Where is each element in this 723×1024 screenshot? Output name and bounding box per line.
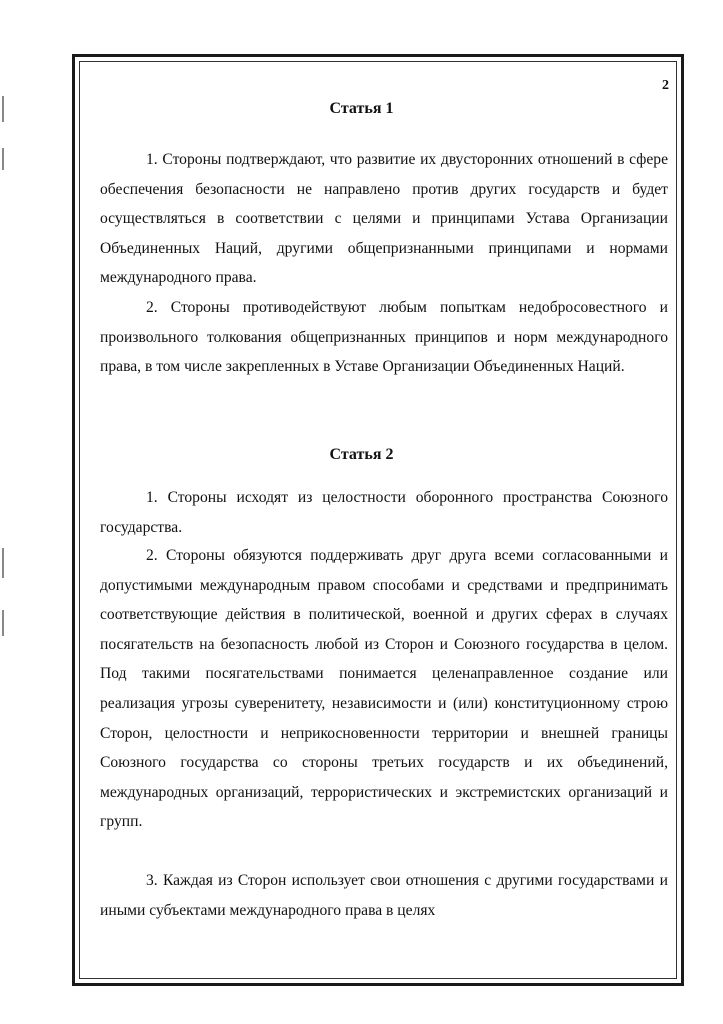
scan-edge-mark xyxy=(2,148,4,170)
page-number: 2 xyxy=(662,78,669,93)
article-1-paragraph-1: 1. Стороны подтверждают, что развитие их двусторонних отношений в сфере обеспечения безопасности не направлено против других государств и будет осуществляться в соответствии с целями и принципами Устава Организации Объединенных Наций, другими общепризнанными принципами и нормами международного права. xyxy=(100,151,668,287)
article-1-heading: Статья 1 xyxy=(329,100,394,117)
scan-edge-mark xyxy=(2,610,4,636)
article-2-paragraph-1: 1. Стороны исходят из целостности оборонного пространства Союзного государства. xyxy=(100,489,668,536)
article-1-paragraph-2: 2. Стороны противодействуют любым попыткам недобросовестного и произвольного толкования общепризнанных принципов и норм международного права, в том числе закрепленных в Уставе Организации Объединенных Наций. xyxy=(100,299,668,376)
article-2-paragraph-3: 3. Каждая из Сторон использует свои отношения с другими государствами и иными субъектами международного права в целях xyxy=(100,872,668,919)
article-2-paragraph-2: 2. Стороны обязуются поддерживать друг друга всеми согласованными и допустимыми международным правом способами и средствами и предпринимать соответствующие действия в политической, военной и других сферах в случаях посягательств на безопасность любой из Сторон и Союзного государства в целом. Под такими посягательствами понимается целенаправленное создание или реализация угрозы суверенитету, независимости и (или) конституционному строю Сторон, целостности и неприкосновенности территории и внешней границы Союзного государства со стороны третьих государств и их объединений, международных организаций, террористических и экстремистских организаций и групп. xyxy=(100,547,668,831)
article-2-heading: Статья 2 xyxy=(329,446,394,463)
scan-edge-mark xyxy=(2,548,4,578)
